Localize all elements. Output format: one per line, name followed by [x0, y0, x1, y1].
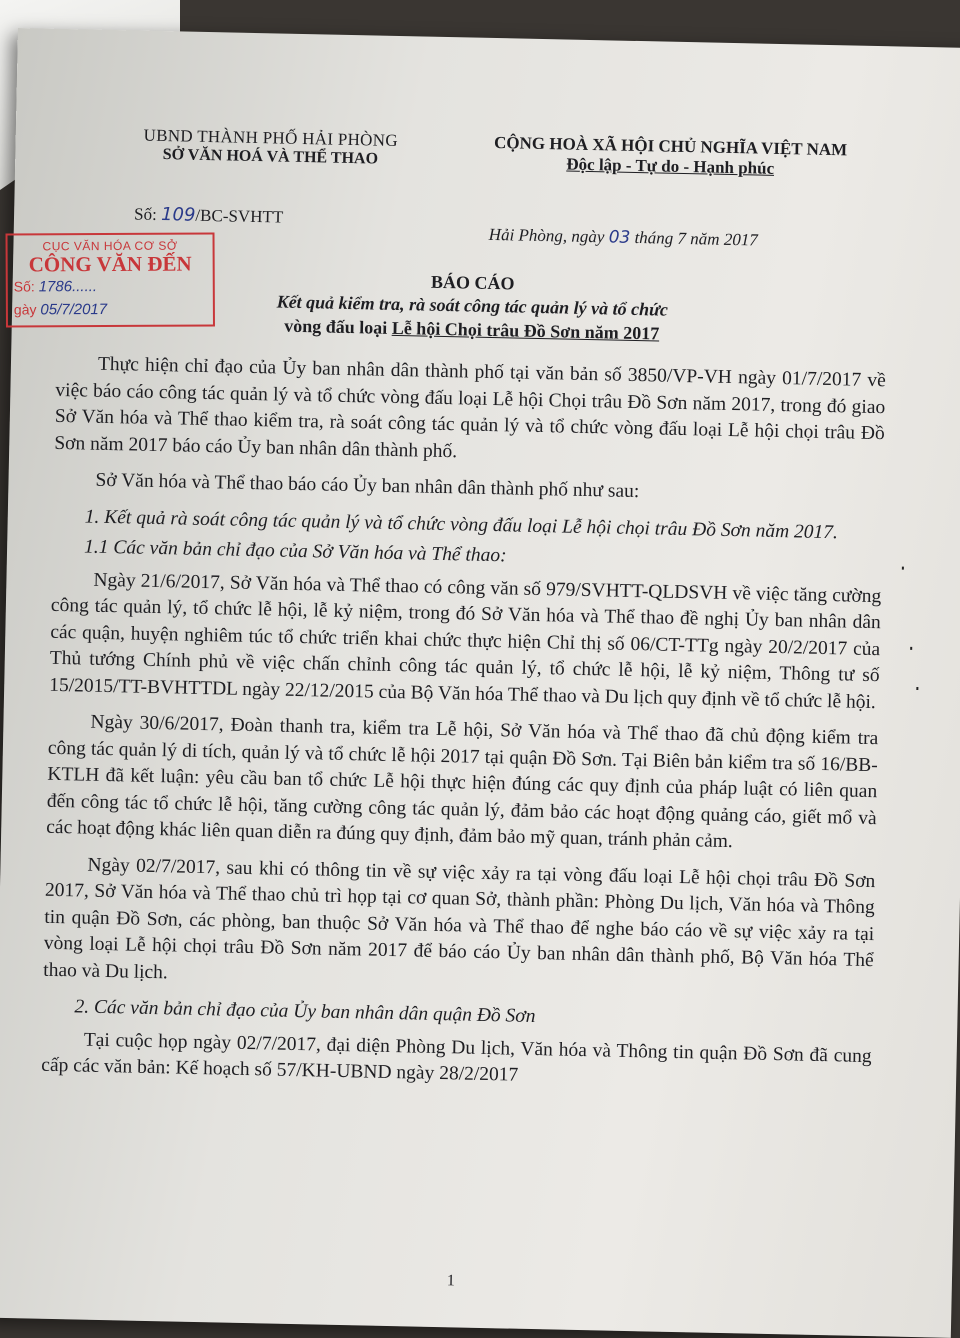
section-1-1-heading: 1.1 Các văn bản chỉ đạo của Sở Văn hóa và Thể thao:: [83, 536, 507, 567]
stamp-date: [8, 297, 213, 321]
paragraph-6: Tại cuộc họp ngày 02/7/2017, đại diện Phòng Du lịch, Văn hóa và Thông tin quận Đồ Sơn đã cung cấp các văn bản: Kế hoạch số 57/KH-UBND ngày 28/2/2017: [41, 1029, 872, 1086]
title-line-3b: Lễ hội Chọi trâu Đồ Sơn năm 2017: [391, 317, 660, 344]
stamp-date-value: 05/7/2017: [40, 301, 108, 319]
paragraph-5: Ngày 02/7/2017, sau khi có thông tin về sự việc xảy ra tại vòng đấu loại Lễ hội chọi trâu Đồ Sơn 2017, Sở Văn hóa và Thể thao chủ trì họp tại cơ quan Sở, thành phần: Phòng Du lịch, Văn hóa và Thông tin quận Đồ Sơn, các phòng, ban thuộc Sở Văn hóa và Thể thao để nghe báo cáo về sự việc xảy ra tại vòng loại Lễ hội chọi trâu Đồ Sơn năm 2017 để báo cáo Ủy ban nhân dân thành phố, Bộ Văn hóa Thể thao và Du lịch.: [43, 854, 876, 983]
paragraph-4: Ngày 30/6/2017, Đoàn thanh tra, kiểm tra Lễ hội, Sở Văn hóa và Thể thao đã chủ động kiểm tra công tác quản lý di tích, quản lý và tổ chức lễ hội 2017 tại quận Đồ Sơn. Tại Biên bản kiểm tra số 16/BB-KTLH đã kết luận: yêu cầu ban tổ chức Lễ hội thực hiện đúng các quy định của pháp luật có liên quan đến công tác tổ chức lễ hội, tăng cường công tác quản lý, đảm bảo các hoạt động quảng cáo, giết mổ và các hoạt động khác liên quan diễn ra đúng quy định, đảm bảo mỹ quan, tránh phản cảm.: [46, 711, 879, 853]
stamp-line-1: CỤC VĂN HÓA CƠ SỞ: [42, 238, 178, 254]
date-suffix: tháng 7 năm 2017: [634, 227, 758, 250]
issuing-organization: [110, 125, 431, 170]
stamp-number: [8, 274, 213, 298]
national-motto: [440, 132, 901, 182]
org-line-1: UBND THÀNH PHỐ HẢI PHÒNG: [143, 125, 399, 150]
document-content: [13, 124, 891, 1290]
document-page: [0, 28, 960, 1338]
doc-number-suffix: /BC-SVHTT: [195, 205, 284, 227]
document-date: [489, 225, 758, 251]
section-2-heading: 2. Các văn bản chỉ đạo của Ủy ban nhân dân quận Đồ Sơn: [74, 996, 536, 1028]
title-line-3a: vòng đấu loại: [284, 315, 388, 338]
paragraph-2: Sở Văn hóa và Thể thao báo cáo Ủy ban nhân dân thành phố như sau:: [95, 469, 640, 503]
report-body: [41, 351, 886, 1097]
section-1-heading: 1. Kết quả rà soát công tác quản lý và tổ chức vòng đấu loại Lễ hội chọi trâu Đồ Sơn năm 2017.: [84, 506, 839, 543]
doc-number-prefix: Số:: [133, 204, 158, 224]
scan-speck: [916, 687, 918, 690]
title-line-1: BÁO CÁO: [430, 271, 515, 294]
paragraph-3: Ngày 21/6/2017, Sở Văn hóa và Thể thao có công văn số 979/SVHTT-QLDSVH về việc tăng cường công tác quản lý, tổ chức lễ hội, lễ kỷ niệm, trong đó Sở Văn hóa và Thể thao đề nghị Ủy ban nhân dân các quận, huyện nghiêm túc tổ chức triển khai chức thực hiện Chỉ thị số 06/CT-TTg ngày 20/2/2017 của Thủ tướng Chính phủ về việc chấn chỉnh công tác quản lý, tổ chức lễ hội, lễ kỷ niệm, Thông tư số 15/2015/TT-BVHTTDL ngày 22/12/2015 của Bộ Văn hóa Thể thao và Du lịch quy định về tổ chức lễ hội.: [49, 569, 882, 713]
doc-number-handwritten: 109: [160, 204, 196, 226]
scan-speck: [910, 647, 912, 650]
date-prefix: Hải Phòng, ngày: [488, 224, 605, 247]
stamp-line-2: CÔNG VĂN ĐẾN: [28, 251, 192, 277]
title-line-2: Kết quả kiểm tra, rà soát công tác quản lý và tổ chức: [276, 291, 669, 320]
stamp-number-value: 1786......: [38, 278, 98, 296]
scan-speck: [902, 567, 904, 570]
page-number: 1: [446, 1272, 456, 1290]
document-number: [134, 203, 284, 227]
org-line-2: SỞ VĂN HOÁ VÀ THỂ THAO: [162, 146, 379, 168]
republic-line-1: CỘNG HOÀ XÃ HỘI CHỦ NGHĨA VIỆT NAM: [493, 132, 848, 160]
stamp-date-label: gày: [13, 301, 37, 318]
received-stamp: [5, 232, 214, 327]
date-day-handwritten: 03: [608, 227, 631, 248]
paragraph-1: Thực hiện chỉ đạo của Ủy ban nhân dân thành phố tại văn bản số 3850/VP-VH ngày 01/7/2017 về việc báo cáo công tác quản lý và tổ chức vòng đấu loại Lễ hội Chọi trâu Đồ Sơn năm 2017, trong đó giao Sở Văn hóa và Thể thao kiểm tra, rà soát công tác quản lý và tổ chức vòng đấu loại Lễ hội chọi trâu Đồ Sơn năm 2017 báo cáo Ủy ban nhân dân thành phố.: [54, 353, 887, 462]
republic-line-2: Độc lập - Tự do - Hạnh phúc: [566, 154, 775, 178]
stamp-number-label: Số:: [13, 278, 35, 295]
